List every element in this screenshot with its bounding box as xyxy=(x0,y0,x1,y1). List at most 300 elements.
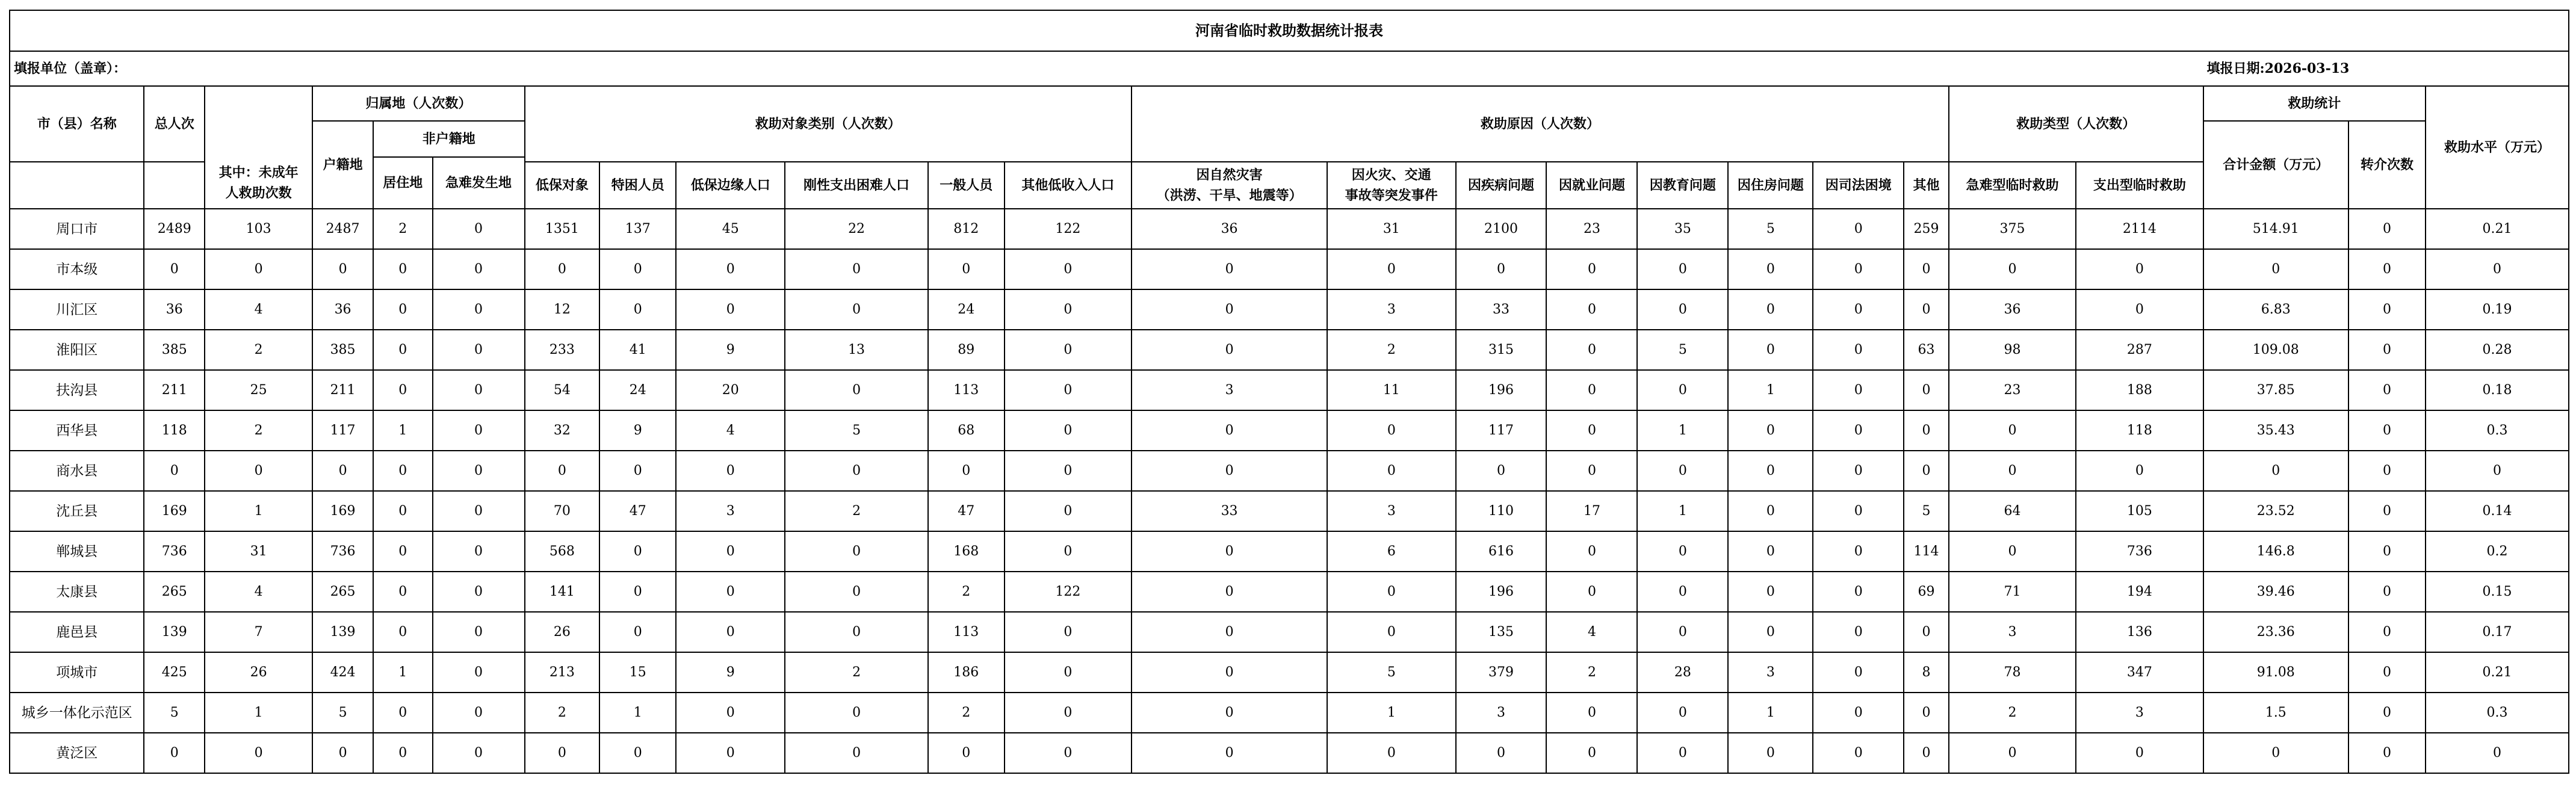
table-cell: 188 xyxy=(2076,370,2203,410)
table-cell: 0 xyxy=(1813,612,1904,652)
table-cell: 0 xyxy=(1132,612,1327,652)
table-cell: 136 xyxy=(2076,612,2203,652)
table-cell: 0 xyxy=(1132,733,1327,773)
table-cell: 0 xyxy=(1546,531,1637,572)
fill-date-value: 2026-03-13 xyxy=(2264,61,2350,76)
table-cell: 0 xyxy=(2348,531,2426,572)
table-cell: 5 xyxy=(312,693,373,733)
col-referral: 转介次数 xyxy=(2348,121,2426,209)
table-cell: 4 xyxy=(205,289,312,330)
table-cell: 0 xyxy=(1327,451,1455,491)
table-cell: 0 xyxy=(1637,451,1728,491)
table-cell: 0 xyxy=(1546,410,1637,451)
table-cell: 0 xyxy=(433,209,525,249)
table-cell: 0 xyxy=(2203,249,2349,289)
table-cell: 110 xyxy=(1456,491,1547,531)
table-cell: 0 xyxy=(1546,733,1637,773)
table-cell: 0 xyxy=(433,572,525,612)
table-cell: 0 xyxy=(1327,612,1455,652)
table-cell: 137 xyxy=(599,209,676,249)
table-cell: 0 xyxy=(312,249,373,289)
row-city-name: 淮阳区 xyxy=(10,330,144,370)
table-cell: 0 xyxy=(1637,733,1728,773)
table-cell: 0 xyxy=(1813,572,1904,612)
table-cell: 117 xyxy=(312,410,373,451)
table-cell: 0 xyxy=(1005,612,1132,652)
table-cell: 736 xyxy=(2076,531,2203,572)
table-cell: 0.15 xyxy=(2426,572,2569,612)
col-tekun: 特困人员 xyxy=(599,162,676,209)
col-fire-accident xyxy=(1327,162,1455,209)
col-general: 一般人员 xyxy=(928,162,1005,209)
table-cell: 33 xyxy=(1456,289,1547,330)
report-sheet xyxy=(9,10,2569,774)
table-cell: 0 xyxy=(2426,249,2569,289)
relief-statistics-table xyxy=(9,10,2569,774)
table-cell: 2 xyxy=(1546,652,1637,693)
table-cell: 0.19 xyxy=(2426,289,2569,330)
table-cell: 0 xyxy=(433,249,525,289)
table-cell: 0 xyxy=(1904,612,1948,652)
table-cell: 2 xyxy=(525,693,600,733)
table-cell: 6.83 xyxy=(2203,289,2349,330)
table-cell: 168 xyxy=(928,531,1005,572)
table-cell: 5 xyxy=(785,410,928,451)
col-rigid-expense: 刚性支出困难人口 xyxy=(785,162,928,209)
table-cell: 0 xyxy=(1949,451,2076,491)
table-cell: 0 xyxy=(599,249,676,289)
table-cell: 0 xyxy=(2348,249,2426,289)
table-cell: 0 xyxy=(1132,572,1327,612)
table-row xyxy=(10,612,2569,652)
table-cell: 0 xyxy=(2076,733,2203,773)
table-cell: 0 xyxy=(1813,733,1904,773)
col-city: 市（县）名称 xyxy=(10,86,144,162)
table-cell: 0 xyxy=(928,733,1005,773)
table-cell: 0 xyxy=(1728,733,1813,773)
table-cell: 1 xyxy=(205,491,312,531)
table-cell: 514.91 xyxy=(2203,209,2349,249)
table-cell: 0 xyxy=(1327,249,1455,289)
table-cell: 0 xyxy=(373,330,433,370)
row-city-name: 市本级 xyxy=(10,249,144,289)
table-cell: 0 xyxy=(433,733,525,773)
col-housing: 因住房问题 xyxy=(1728,162,1813,209)
table-cell: 0.28 xyxy=(2426,330,2569,370)
table-cell: 0 xyxy=(1456,733,1547,773)
table-cell: 0 xyxy=(2348,370,2426,410)
table-cell: 0 xyxy=(525,451,600,491)
table-cell: 0 xyxy=(599,612,676,652)
col-residence: 居住地 xyxy=(373,157,433,209)
table-cell: 0 xyxy=(433,652,525,693)
table-cell: 5 xyxy=(1637,330,1728,370)
table-cell: 0 xyxy=(1546,249,1637,289)
table-cell: 122 xyxy=(1005,209,1132,249)
table-cell: 36 xyxy=(1949,289,2076,330)
table-cell: 0 xyxy=(433,491,525,531)
table-cell: 2 xyxy=(785,652,928,693)
table-cell: 0 xyxy=(1005,491,1132,531)
table-cell: 0 xyxy=(785,249,928,289)
table-cell: 0 xyxy=(1728,572,1813,612)
col-minor xyxy=(205,157,312,209)
col-amount: 合计金额（万元） xyxy=(2203,121,2349,209)
table-cell: 0 xyxy=(205,249,312,289)
filling-unit-label: 填报单位（盖章）： xyxy=(10,51,2203,86)
table-cell: 0 xyxy=(1813,410,1904,451)
table-cell: 1 xyxy=(599,693,676,733)
table-cell: 0 xyxy=(599,572,676,612)
table-row xyxy=(10,249,2569,289)
table-cell: 0 xyxy=(373,451,433,491)
table-cell: 0 xyxy=(1132,451,1327,491)
table-row xyxy=(10,491,2569,531)
table-cell: 0 xyxy=(373,249,433,289)
row-city-name: 太康县 xyxy=(10,572,144,612)
fill-date xyxy=(2203,51,2569,86)
table-cell: 812 xyxy=(928,209,1005,249)
table-cell: 0 xyxy=(433,330,525,370)
table-cell: 736 xyxy=(312,531,373,572)
table-cell: 375 xyxy=(1949,209,2076,249)
table-cell: 0 xyxy=(1813,289,1904,330)
table-cell: 0 xyxy=(1728,289,1813,330)
table-cell: 1 xyxy=(1728,370,1813,410)
table-cell: 0 xyxy=(373,289,433,330)
table-cell: 9 xyxy=(599,410,676,451)
table-cell: 0 xyxy=(1132,410,1327,451)
col-dibao: 低保对象 xyxy=(525,162,600,209)
table-cell: 26 xyxy=(205,652,312,693)
table-cell: 0 xyxy=(1132,693,1327,733)
table-cell: 36 xyxy=(312,289,373,330)
table-row xyxy=(10,410,2569,451)
table-cell: 3 xyxy=(1728,652,1813,693)
table-cell: 23 xyxy=(1546,209,1637,249)
col-category-group: 救助对象类别（人次数） xyxy=(525,86,1132,162)
table-cell: 0.17 xyxy=(2426,612,2569,652)
table-cell: 0 xyxy=(1132,289,1327,330)
table-cell: 37.85 xyxy=(2203,370,2349,410)
table-cell: 109.08 xyxy=(2203,330,2349,370)
table-cell: 0 xyxy=(1005,249,1132,289)
col-other-low-income: 其他低收入人口 xyxy=(1005,162,1132,209)
table-cell: 347 xyxy=(2076,652,2203,693)
table-cell: 23 xyxy=(1949,370,2076,410)
col-natural-line2: （洪涝、干旱、地震等） xyxy=(1156,188,1302,203)
table-cell: 287 xyxy=(2076,330,2203,370)
table-cell: 1.5 xyxy=(2203,693,2349,733)
col-type-group: 救助类型（人次数） xyxy=(1949,86,2203,162)
table-row xyxy=(10,531,2569,572)
table-cell: 0 xyxy=(1005,733,1132,773)
table-cell: 0 xyxy=(1546,330,1637,370)
table-cell: 0 xyxy=(433,289,525,330)
col-total: 总人次 xyxy=(144,86,205,162)
col-belong-group: 归属地（人次数） xyxy=(312,86,524,121)
table-cell: 113 xyxy=(928,612,1005,652)
col-emergency: 急难发生地 xyxy=(433,157,525,209)
table-cell: 24 xyxy=(599,370,676,410)
col-judicial: 因司法困境 xyxy=(1813,162,1904,209)
table-cell: 3 xyxy=(1327,491,1455,531)
table-cell: 0 xyxy=(2348,410,2426,451)
table-cell: 1 xyxy=(205,693,312,733)
table-cell: 9 xyxy=(676,330,785,370)
table-cell: 3 xyxy=(1456,693,1547,733)
table-row xyxy=(10,733,2569,773)
table-cell: 0.3 xyxy=(2426,410,2569,451)
table-cell: 25 xyxy=(205,370,312,410)
table-cell: 0 xyxy=(1637,572,1728,612)
col-minor-line2: 人救助次数 xyxy=(225,185,292,201)
table-cell: 39.46 xyxy=(2203,572,2349,612)
table-cell: 0 xyxy=(433,531,525,572)
table-cell: 385 xyxy=(144,330,205,370)
table-cell: 5 xyxy=(144,693,205,733)
table-cell: 0 xyxy=(2348,693,2426,733)
table-cell: 0.21 xyxy=(2426,209,2569,249)
col-city-cont xyxy=(10,162,144,209)
table-cell: 54 xyxy=(525,370,600,410)
row-city-name: 沈丘县 xyxy=(10,491,144,531)
row-city-name: 川汇区 xyxy=(10,289,144,330)
table-cell: 0 xyxy=(1546,693,1637,733)
table-cell: 0 xyxy=(928,249,1005,289)
table-cell: 0 xyxy=(1637,693,1728,733)
table-cell: 9 xyxy=(676,652,785,693)
table-cell: 0 xyxy=(1456,451,1547,491)
table-cell: 0 xyxy=(676,249,785,289)
table-cell: 2 xyxy=(1327,330,1455,370)
table-cell: 0 xyxy=(373,693,433,733)
table-cell: 2 xyxy=(1949,693,2076,733)
table-cell: 0 xyxy=(1005,531,1132,572)
table-cell: 0 xyxy=(433,370,525,410)
table-cell: 0 xyxy=(1327,572,1455,612)
table-cell: 0 xyxy=(599,531,676,572)
table-cell: 0 xyxy=(1005,451,1132,491)
table-cell: 0 xyxy=(785,370,928,410)
col-huji: 户籍地 xyxy=(312,121,373,209)
table-cell: 379 xyxy=(1456,652,1547,693)
table-cell: 616 xyxy=(1456,531,1547,572)
table-cell: 0 xyxy=(1005,693,1132,733)
table-cell: 194 xyxy=(2076,572,2203,612)
table-cell: 0 xyxy=(373,491,433,531)
table-cell: 135 xyxy=(1456,612,1547,652)
row-city-name: 商水县 xyxy=(10,451,144,491)
table-cell: 139 xyxy=(312,612,373,652)
table-cell: 20 xyxy=(676,370,785,410)
table-cell: 41 xyxy=(599,330,676,370)
table-cell: 0 xyxy=(1813,693,1904,733)
table-cell: 196 xyxy=(1456,572,1547,612)
table-cell: 0 xyxy=(1904,693,1948,733)
col-minor-line1: 其中：未成年 xyxy=(218,164,299,181)
table-cell: 0 xyxy=(1904,370,1948,410)
col-natural-line1: 因自然灾害 xyxy=(1196,167,1263,183)
col-non-huji-group: 非户籍地 xyxy=(373,121,525,157)
table-cell: 0 xyxy=(1637,531,1728,572)
table-cell: 4 xyxy=(676,410,785,451)
table-cell: 0 xyxy=(2348,451,2426,491)
table-cell: 0 xyxy=(1005,330,1132,370)
table-cell: 1 xyxy=(373,410,433,451)
table-cell: 117 xyxy=(1456,410,1547,451)
table-cell: 0 xyxy=(1813,249,1904,289)
table-cell: 105 xyxy=(2076,491,2203,531)
fill-date-label: 填报日期: xyxy=(2206,61,2265,76)
table-cell: 0 xyxy=(144,451,205,491)
table-cell: 0 xyxy=(1813,531,1904,572)
table-row xyxy=(10,693,2569,733)
table-cell: 1 xyxy=(1728,693,1813,733)
table-cell: 3 xyxy=(1132,370,1327,410)
table-cell: 13 xyxy=(785,330,928,370)
table-cell: 8 xyxy=(1904,652,1948,693)
table-cell: 0 xyxy=(676,531,785,572)
table-cell: 0 xyxy=(1637,289,1728,330)
table-cell: 0 xyxy=(2348,612,2426,652)
table-cell: 0 xyxy=(2348,491,2426,531)
table-cell: 45 xyxy=(676,209,785,249)
row-city-name: 黄泛区 xyxy=(10,733,144,773)
table-cell: 0 xyxy=(676,572,785,612)
table-cell: 98 xyxy=(1949,330,2076,370)
table-cell: 0 xyxy=(1904,289,1948,330)
table-cell: 0 xyxy=(373,733,433,773)
table-cell: 113 xyxy=(928,370,1005,410)
table-cell: 118 xyxy=(2076,410,2203,451)
table-cell: 213 xyxy=(525,652,600,693)
table-cell: 0 xyxy=(2076,249,2203,289)
report-title: 河南省临时救助数据统计报表 xyxy=(10,10,2569,51)
table-cell: 1 xyxy=(1637,410,1728,451)
table-cell: 0 xyxy=(2348,289,2426,330)
table-cell: 2 xyxy=(928,693,1005,733)
table-cell: 0 xyxy=(312,451,373,491)
table-cell: 0 xyxy=(1728,612,1813,652)
table-cell: 146.8 xyxy=(2203,531,2349,572)
table-cell: 0 xyxy=(373,612,433,652)
table-cell: 0 xyxy=(2203,451,2349,491)
table-cell: 0 xyxy=(1904,410,1948,451)
table-cell: 0 xyxy=(1904,451,1948,491)
table-cell: 211 xyxy=(312,370,373,410)
table-cell: 0 xyxy=(1728,249,1813,289)
table-cell: 186 xyxy=(928,652,1005,693)
table-cell: 3 xyxy=(2076,693,2203,733)
table-cell: 68 xyxy=(928,410,1005,451)
table-cell: 0 xyxy=(676,451,785,491)
table-cell: 11 xyxy=(1327,370,1455,410)
table-cell: 0 xyxy=(1813,451,1904,491)
table-cell: 0 xyxy=(785,612,928,652)
table-cell: 0 xyxy=(1637,612,1728,652)
table-cell: 47 xyxy=(928,491,1005,531)
table-cell: 1 xyxy=(1327,693,1455,733)
table-cell: 0 xyxy=(1813,652,1904,693)
table-cell: 0 xyxy=(676,733,785,773)
table-cell: 103 xyxy=(205,209,312,249)
table-cell: 3 xyxy=(676,491,785,531)
table-cell: 2114 xyxy=(2076,209,2203,249)
table-cell: 64 xyxy=(1949,491,2076,531)
table-cell: 0 xyxy=(1546,451,1637,491)
table-cell: 0 xyxy=(785,289,928,330)
table-cell: 69 xyxy=(1904,572,1948,612)
table-cell: 4 xyxy=(205,572,312,612)
table-cell: 0 xyxy=(1813,330,1904,370)
table-cell: 1351 xyxy=(525,209,600,249)
table-cell: 0 xyxy=(2348,572,2426,612)
table-cell: 2487 xyxy=(312,209,373,249)
table-cell: 0 xyxy=(1132,531,1327,572)
table-cell: 89 xyxy=(928,330,1005,370)
table-cell: 91.08 xyxy=(2203,652,2349,693)
table-row xyxy=(10,209,2569,249)
table-cell: 169 xyxy=(312,491,373,531)
table-cell: 0 xyxy=(1546,289,1637,330)
table-cell: 7 xyxy=(205,612,312,652)
table-cell: 0 xyxy=(1546,370,1637,410)
table-cell: 0 xyxy=(312,733,373,773)
table-cell: 2 xyxy=(205,410,312,451)
table-cell: 0 xyxy=(1904,733,1948,773)
table-cell: 2 xyxy=(928,572,1005,612)
table-cell: 28 xyxy=(1637,652,1728,693)
table-cell: 0 xyxy=(785,451,928,491)
table-cell: 1 xyxy=(1637,491,1728,531)
row-city-name: 鹿邑县 xyxy=(10,612,144,652)
col-level: 救助水平（万元） xyxy=(2426,86,2569,209)
table-cell: 0 xyxy=(2348,330,2426,370)
table-cell: 118 xyxy=(144,410,205,451)
table-cell: 233 xyxy=(525,330,600,370)
table-cell: 0.14 xyxy=(2426,491,2569,531)
col-natural-disaster xyxy=(1132,162,1327,209)
table-cell: 0 xyxy=(1728,410,1813,451)
table-cell: 0 xyxy=(928,451,1005,491)
table-cell: 0.21 xyxy=(2426,652,2569,693)
table-cell: 0 xyxy=(1132,330,1327,370)
table-cell: 2 xyxy=(373,209,433,249)
table-cell: 736 xyxy=(144,531,205,572)
table-cell: 0 xyxy=(676,289,785,330)
table-cell: 26 xyxy=(525,612,600,652)
table-cell: 0 xyxy=(1005,652,1132,693)
table-cell: 78 xyxy=(1949,652,2076,693)
table-cell: 0 xyxy=(1813,370,1904,410)
table-cell: 265 xyxy=(312,572,373,612)
table-cell: 259 xyxy=(1904,209,1948,249)
table-cell: 23.52 xyxy=(2203,491,2349,531)
table-cell: 4 xyxy=(1546,612,1637,652)
table-cell: 0 xyxy=(1728,531,1813,572)
col-stat-group: 救助统计 xyxy=(2203,86,2426,121)
col-total-cont xyxy=(144,162,205,209)
table-cell: 35 xyxy=(1637,209,1728,249)
table-row xyxy=(10,289,2569,330)
table-cell: 0 xyxy=(1327,733,1455,773)
table-cell: 0 xyxy=(2426,733,2569,773)
table-row xyxy=(10,572,2569,612)
table-cell: 0 xyxy=(1728,330,1813,370)
col-fire-line2: 事故等突发事件 xyxy=(1345,188,1438,203)
table-cell: 0 xyxy=(144,249,205,289)
